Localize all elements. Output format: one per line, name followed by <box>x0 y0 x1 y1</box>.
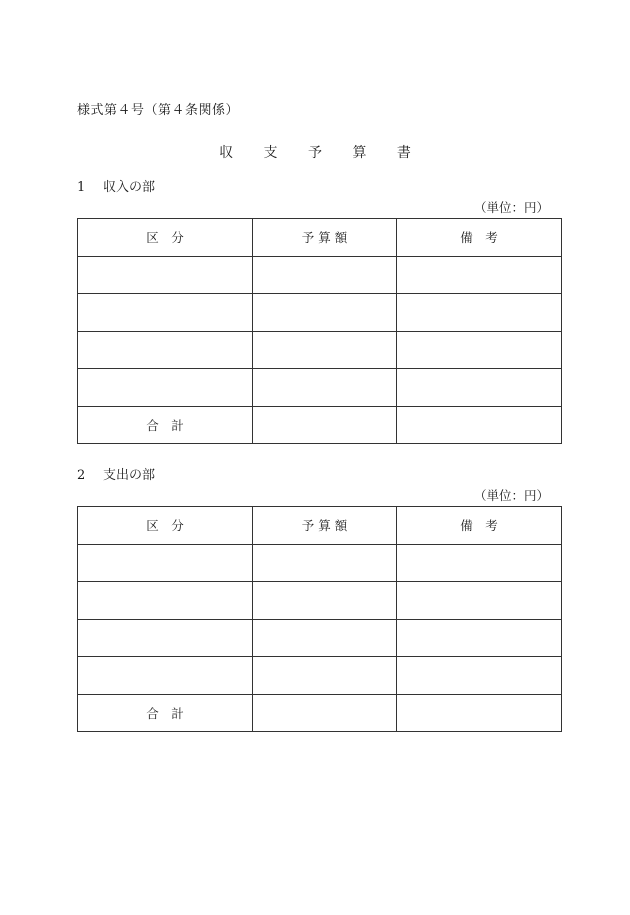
total-budget-amount[interactable] <box>253 694 397 732</box>
cell-remarks[interactable] <box>397 544 562 582</box>
column-header-category: 区 分 <box>78 507 253 545</box>
total-budget-amount[interactable] <box>253 406 397 444</box>
income-section-heading <box>77 178 561 198</box>
table-row <box>78 331 562 369</box>
column-header-budget-amount: 予 算 額 <box>253 219 397 257</box>
expenditure-section-title: 支出の部 <box>103 468 156 483</box>
cell-remarks[interactable] <box>397 582 562 620</box>
total-row <box>78 406 562 444</box>
cell-category[interactable] <box>78 582 253 620</box>
table-row <box>78 369 562 407</box>
column-header-category: 区 分 <box>78 219 253 257</box>
table-row <box>78 619 562 657</box>
table-row <box>78 294 562 332</box>
cell-category[interactable] <box>78 256 253 294</box>
total-remarks[interactable] <box>397 406 562 444</box>
expenditure-table-header <box>78 507 562 545</box>
cell-remarks[interactable] <box>397 331 562 369</box>
cell-remarks[interactable] <box>397 369 562 407</box>
cell-budget-amount[interactable] <box>253 544 397 582</box>
cell-budget-amount[interactable] <box>253 256 397 294</box>
cell-category[interactable] <box>78 657 253 695</box>
column-header-remarks: 備 考 <box>397 507 562 545</box>
income-section-number: 1 <box>77 180 86 195</box>
table-row <box>78 582 562 620</box>
cell-category[interactable] <box>78 294 253 332</box>
table-row <box>78 657 562 695</box>
expenditure-section-number: 2 <box>77 468 86 483</box>
expenditure-section-heading <box>77 466 561 486</box>
income-table <box>77 218 562 444</box>
table-row <box>78 544 562 582</box>
cell-remarks[interactable] <box>397 657 562 695</box>
cell-budget-amount[interactable] <box>253 369 397 407</box>
column-header-budget-amount: 予 算 額 <box>253 507 397 545</box>
cell-budget-amount[interactable] <box>253 657 397 695</box>
cell-budget-amount[interactable] <box>253 294 397 332</box>
column-header-remarks: 備 考 <box>397 219 562 257</box>
cell-budget-amount[interactable] <box>253 331 397 369</box>
income-table-header <box>78 219 562 257</box>
cell-remarks[interactable] <box>397 256 562 294</box>
form-number: 様式第４号（第４条関係） <box>77 103 240 118</box>
cell-budget-amount[interactable] <box>253 582 397 620</box>
total-label: 合 計 <box>78 694 253 732</box>
document-title: 収 支 予 算 書 <box>219 145 424 161</box>
income-unit-label: （単位：円） <box>473 200 549 215</box>
cell-remarks[interactable] <box>397 294 562 332</box>
cell-category[interactable] <box>78 369 253 407</box>
expenditure-unit-label: （単位：円） <box>473 488 549 503</box>
expenditure-table <box>77 506 562 732</box>
total-label: 合 計 <box>78 406 253 444</box>
total-remarks[interactable] <box>397 694 562 732</box>
income-section-title: 収入の部 <box>103 180 156 195</box>
cell-category[interactable] <box>78 619 253 657</box>
income-section <box>77 178 561 444</box>
cell-category[interactable] <box>78 331 253 369</box>
total-row <box>78 694 562 732</box>
table-row <box>78 256 562 294</box>
cell-remarks[interactable] <box>397 619 562 657</box>
cell-budget-amount[interactable] <box>253 619 397 657</box>
cell-category[interactable] <box>78 544 253 582</box>
expenditure-section <box>77 466 561 732</box>
